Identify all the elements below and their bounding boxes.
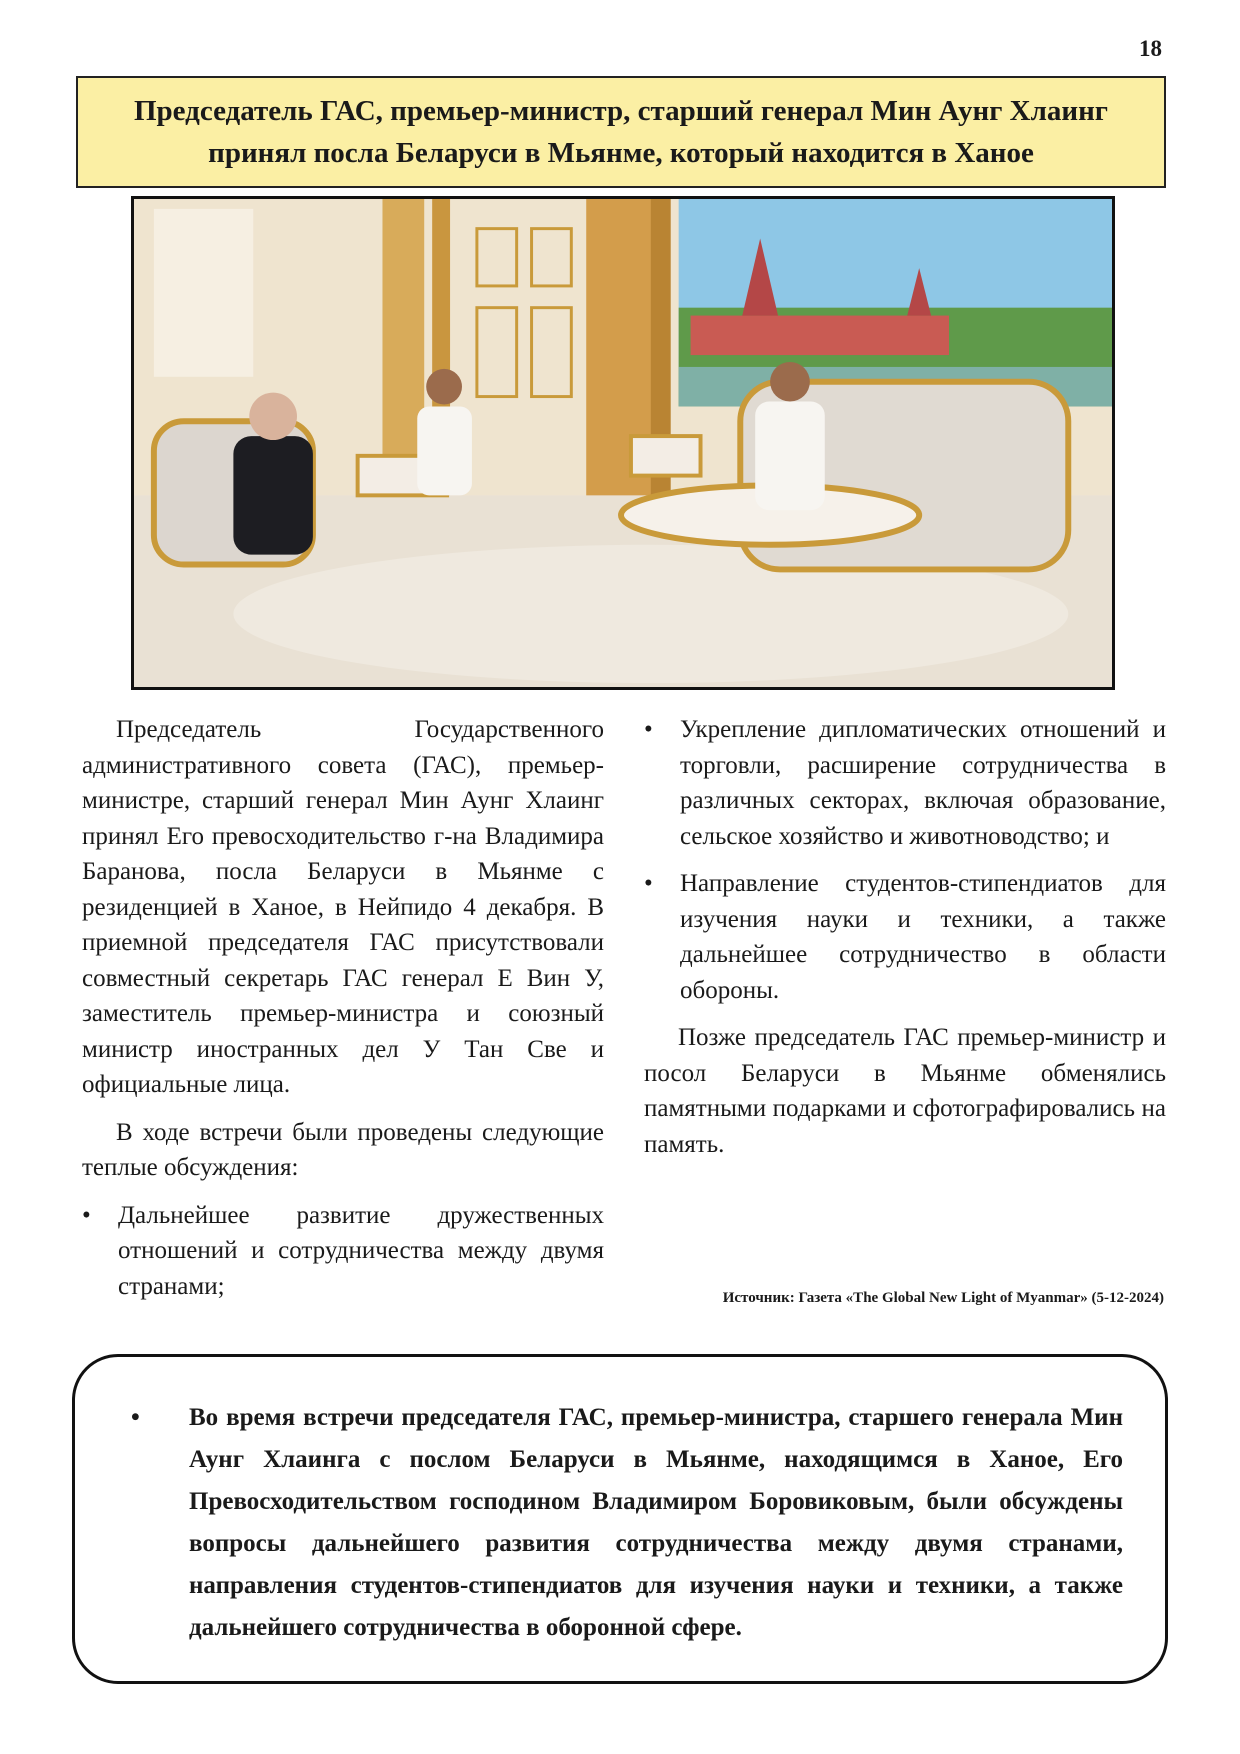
bullet-text: Укрепление дипломатических отношений и торговли, расширение сотрудничества в различных секторах, включая образование, сельское хозяйство и животноводство; и — [680, 716, 1166, 850]
discussion-intro: В ходе встречи были проведены следующие теплые обсуждения: — [82, 1118, 604, 1181]
summary-text: Во время встречи председателя ГАС, премьер-министра, старшего генерала Мин Аунг Хлаинга с послом Беларуси в Мьянме, находящимся в Ханое, Его Превосходительством господином Владимиром Боровиковым, были обсуждены вопросы дальнейшего развития сотрудничества между двумя странами, направления студентов-стипендиатов для изучения науки и техники, а также дальнейшего сотрудничества в оборонной сфере. — [189, 1404, 1123, 1641]
bullet-text: Дальнейшее развитие дружественных отношений и сотрудничества между двумя странами; — [118, 1201, 604, 1300]
right-column — [644, 712, 1166, 1174]
closing-paragraph: Позже председатель ГАС премьер-министр и посол Беларуси в Мьянме обменялись памятными подарками и сфотографировались на память. — [644, 1024, 1166, 1158]
summary-item — [131, 1397, 1123, 1649]
source-citation: Источник: Газета «The Global New Light of Myanmar» (5-12-2024) — [722, 1290, 1164, 1306]
bullet-icon: • — [644, 870, 653, 897]
bullet-item — [644, 866, 1166, 1008]
left-column — [82, 712, 604, 1316]
bullet-icon: • — [82, 1201, 91, 1229]
bullet-icon: • — [131, 1404, 140, 1431]
bullet-text: Направление студентов-стипендиатов для изучения науки и техники, а также дальнейшее сотрудничество в области обороны. — [680, 870, 1166, 1004]
meeting-photo — [131, 196, 1115, 690]
page-title: Председатель ГАС, премьер-министр, старший генерал Мин Аунг Хлаинг принял посла Беларуси в Мьянме, который находится в Ханое — [76, 76, 1166, 188]
page-number: 18 — [1139, 36, 1162, 61]
bullet-item — [82, 1198, 604, 1305]
bullet-item — [644, 712, 1166, 854]
bullet-icon: • — [644, 716, 653, 743]
summary-box — [72, 1354, 1168, 1684]
intro-paragraph: Председатель Государственного административного совета (ГАС), премьер-министре, старший генерал Мин Аунг Хлаинг принял Его превосходительство г-на Владимира Баранова, посла Беларуси в Мьянме с резиденцией в Ханое, в Нейпидо 4 декабря. В приемной председателя ГАС присутствовали совместный секретарь ГАС генерал Е Вин У, заместитель премьер-министра и союзный министр иностранных дел У Тан Све и официальные лица. — [82, 716, 604, 1098]
